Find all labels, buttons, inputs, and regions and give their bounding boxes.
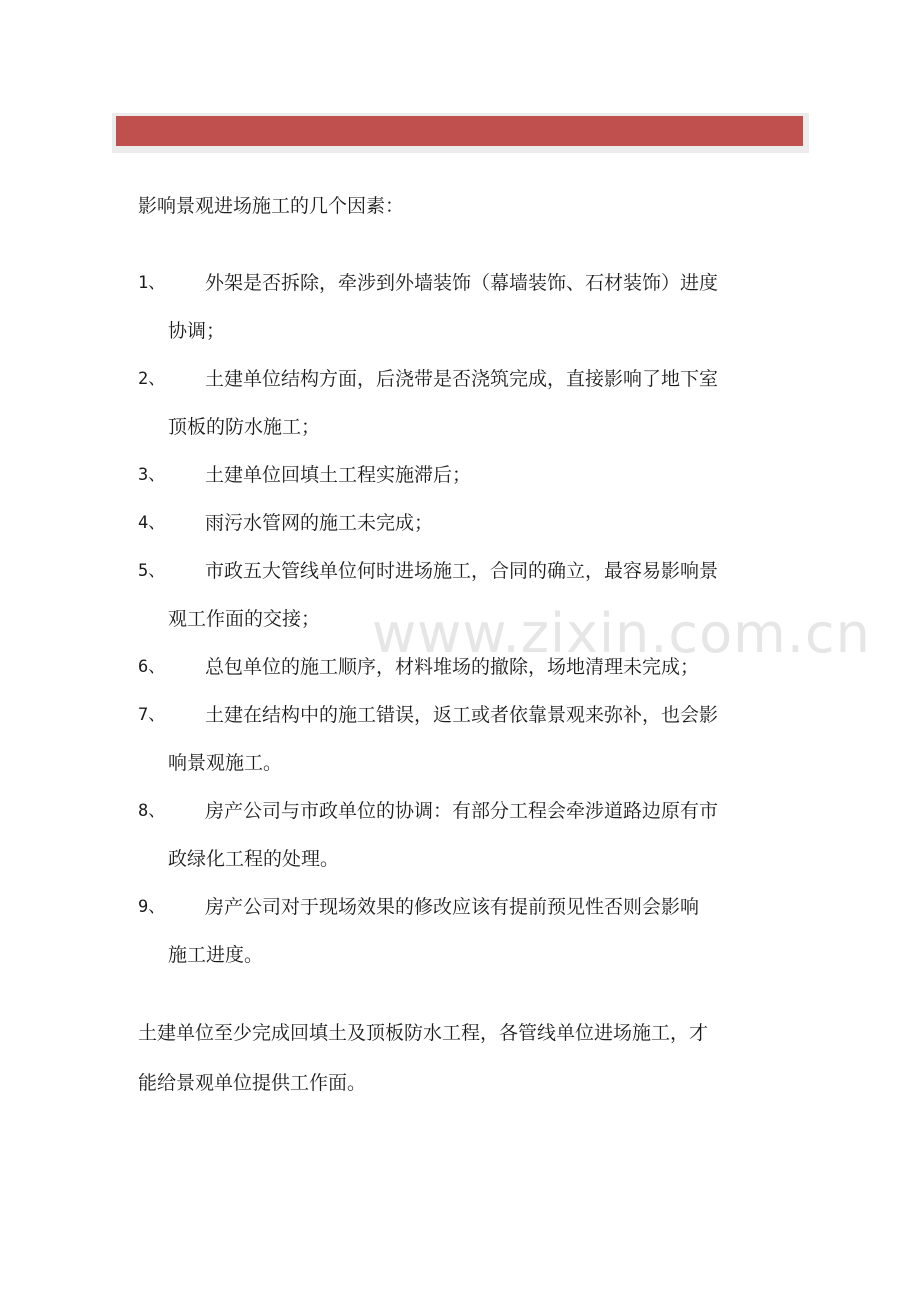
list-item <box>138 259 798 355</box>
item-text: 市政五大管线单位何时进场施工，合同的确立，最容易影响景 <box>205 560 719 582</box>
item-text-continued: 协调； <box>168 320 226 342</box>
item-text-continued: 施工进度。 <box>168 944 264 966</box>
watermark: www.zixin.com.cn <box>372 602 871 665</box>
item-text: 土建单位结构方面，后浇带是否浇筑完成，直接影响了地下室 <box>205 368 719 390</box>
item-number: 1、 <box>138 273 166 293</box>
conclusion-line: 能给景观单位提供工作面。 <box>138 1072 367 1094</box>
header-banner <box>112 113 809 153</box>
list-item <box>138 883 798 979</box>
item-text-continued: 响景观施工。 <box>168 752 283 774</box>
conclusion-paragraph <box>138 1008 798 1108</box>
item-number: 7、 <box>138 705 166 725</box>
item-number: 3、 <box>138 465 166 485</box>
item-text: 雨污水管网的施工未完成； <box>205 512 434 534</box>
item-text: 房产公司与市政单位的协调：有部分工程会牵涉道路边原有市 <box>205 800 719 822</box>
list-item <box>138 355 798 451</box>
intro-heading: 影响景观进场施工的几个因素： <box>138 195 405 217</box>
item-text: 总包单位的施工顺序，材料堆场的撤除，场地清理未完成； <box>205 656 700 678</box>
item-text: 土建单位回填土工程实施滞后； <box>205 464 472 486</box>
item-text: 外架是否拆除，牵涉到外墙装饰（幕墙装饰、石材装饰）进度 <box>205 272 719 294</box>
list-item <box>138 787 798 883</box>
item-number: 5、 <box>138 561 166 581</box>
item-text: 土建在结构中的施工错误，返工或者依靠景观来弥补，也会影 <box>205 704 719 726</box>
conclusion-line: 土建单位至少完成回填土及顶板防水工程，各管线单位进场施工，才 <box>138 1022 709 1044</box>
item-text-continued: 政绿化工程的处理。 <box>168 848 340 870</box>
list-item <box>138 451 798 499</box>
header-banner-fill <box>116 116 803 146</box>
item-number: 8、 <box>138 801 166 821</box>
item-text-continued: 观工作面的交接； <box>168 608 321 630</box>
item-number: 6、 <box>138 657 166 677</box>
item-number: 9、 <box>138 897 166 917</box>
item-text: 房产公司对于现场效果的修改应该有提前预见性否则会影响 <box>205 896 700 918</box>
item-number: 2、 <box>138 369 166 389</box>
item-number: 4、 <box>138 513 166 533</box>
list-item <box>138 499 798 547</box>
list-item <box>138 691 798 787</box>
item-text-continued: 顶板的防水施工； <box>168 416 321 438</box>
